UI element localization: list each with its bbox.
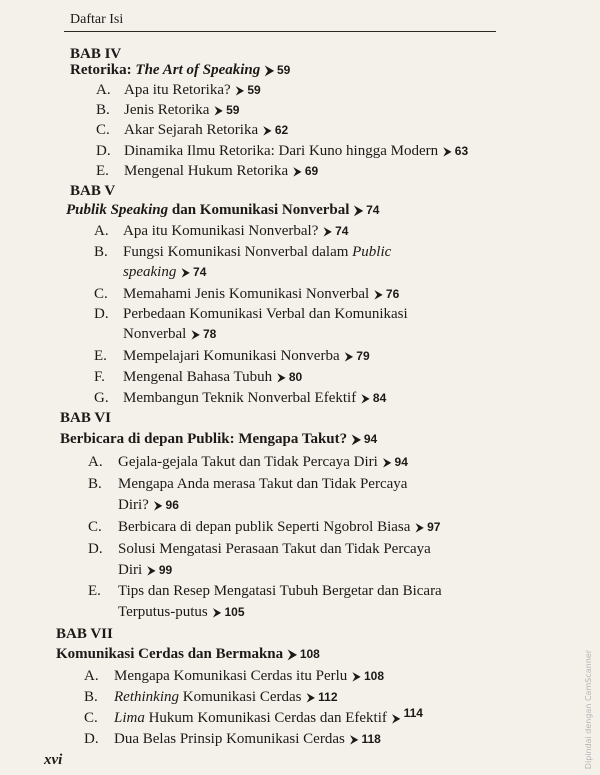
item-letter: B. bbox=[88, 476, 102, 492]
toc-entry: Memahami Jenis Komunikasi Nonverbal ⮞ 76 bbox=[123, 286, 400, 302]
arrow-icon: ⮞ bbox=[288, 647, 297, 661]
item-letter: A. bbox=[88, 454, 103, 470]
page-number: 97 bbox=[427, 520, 441, 534]
toc-entry: Solusi Mengatasi Perasaan Takut dan Tidak Percaya bbox=[118, 541, 431, 557]
arrow-icon: ⮞ bbox=[153, 498, 163, 512]
item-letter: A. bbox=[84, 668, 99, 684]
arrow-icon: ⮞ bbox=[263, 123, 272, 137]
toc-entry: Mengapa Anda merasa Takut dan Tidak Percaya bbox=[118, 476, 408, 492]
arrow-icon: ⮞ bbox=[352, 669, 361, 683]
arrow-icon: ⮞ bbox=[147, 563, 156, 577]
toc-entry: Lima Hukum Komunikasi Cerdas dan Efektif ⮞ $^{114}$ bbox=[114, 706, 423, 726]
page-number: 108 bbox=[363, 669, 385, 683]
page-number: 59 bbox=[226, 103, 240, 117]
toc-entry: Akar Sejarah Retorika ⮞ 62 bbox=[124, 122, 289, 138]
header-rule bbox=[64, 31, 496, 32]
item-letter: C. bbox=[88, 519, 102, 535]
page-number: 94 bbox=[363, 432, 378, 446]
arrow-icon: ⮞ bbox=[415, 520, 425, 534]
toc-entry: Mengenal Bahasa Tubuh ⮞ 80 bbox=[123, 369, 303, 385]
toc-entry: Mengenal Hukum Retorika ⮞ 69 bbox=[124, 163, 319, 179]
arrow-icon: ⮞ bbox=[382, 455, 392, 469]
item-letter: D. bbox=[84, 731, 99, 747]
chapter-title-bab-vii: Komunikasi Cerdas dan Bermakna ⮞ 108 bbox=[56, 646, 320, 662]
page-number: 94 bbox=[394, 455, 408, 469]
arrow-icon: ⮞ bbox=[277, 370, 286, 384]
page-footer-number: xvi bbox=[44, 752, 63, 768]
item-letter: F. bbox=[94, 369, 105, 385]
page-number: 59 bbox=[247, 83, 261, 97]
item-letter: C. bbox=[84, 710, 98, 726]
arrow-icon: ⮞ bbox=[235, 83, 245, 97]
chapter-title-bab-v: Publik Speaking dan Komunikasi Nonverbal ⮞ 74 bbox=[66, 202, 380, 218]
page-number: 69 bbox=[304, 164, 319, 178]
page-number: 76 bbox=[385, 287, 400, 301]
chapter-label-bab-v: BAB V bbox=[70, 183, 116, 199]
chapter-label-bab-vi: BAB VI bbox=[60, 410, 111, 426]
item-letter: B. bbox=[84, 689, 98, 705]
chapter-label-bab-vii: BAB VII bbox=[56, 626, 113, 642]
item-letter: C. bbox=[94, 286, 108, 302]
toc-entry: Berbicara di depan publik Seperti Ngobrol Biasa ⮞ 97 bbox=[118, 519, 441, 535]
page-number: 74 bbox=[335, 224, 349, 238]
item-letter: G. bbox=[94, 390, 109, 406]
item-letter: D. bbox=[94, 306, 109, 322]
chapter-title-bab-iv: Retorika: The Art of Speaking ⮞ 59 bbox=[70, 62, 291, 78]
toc-entry: Dinamika Ilmu Retorika: Dari Kuno hingga Modern ⮞ 63 bbox=[124, 143, 469, 159]
toc-entry: Jenis Retorika ⮞ 59 bbox=[124, 102, 240, 118]
page-number: 74 bbox=[193, 265, 207, 279]
toc-entry: Tips dan Resep Mengatasi Tubuh Bergetar dan Bicara bbox=[118, 583, 442, 599]
page-number: 59 bbox=[276, 63, 291, 77]
page-number: 62 bbox=[274, 123, 289, 137]
toc-entry: Mempelajari Komunikasi Nonverba ⮞ 79 bbox=[123, 348, 370, 364]
arrow-icon: ⮞ bbox=[344, 349, 354, 363]
item-letter: C. bbox=[96, 122, 110, 138]
toc-entry-continued: Nonverbal ⮞ 78 bbox=[123, 326, 217, 342]
toc-entry: Fungsi Komunikasi Nonverbal dalam Public bbox=[123, 244, 392, 260]
toc-entry: Rethinking Komunikasi Cerdas ⮞ 112 bbox=[114, 689, 338, 705]
chapter-label-bab-iv: BAB IV bbox=[70, 46, 122, 62]
page-number: 79 bbox=[356, 349, 370, 363]
item-letter: E. bbox=[94, 348, 107, 364]
item-letter: A. bbox=[94, 223, 109, 239]
page-number: 78 bbox=[203, 327, 217, 341]
arrow-icon: ⮞ bbox=[352, 432, 361, 446]
toc-entry: Apa itu Retorika? ⮞ 59 bbox=[124, 82, 261, 98]
arrow-icon: ⮞ bbox=[323, 224, 333, 238]
arrow-icon: ⮞ bbox=[354, 203, 364, 217]
page-number: 63 bbox=[454, 144, 469, 158]
item-letter: B. bbox=[94, 244, 108, 260]
toc-entry-continued: speaking ⮞ 74 bbox=[123, 264, 207, 280]
arrow-icon: ⮞ bbox=[212, 605, 222, 619]
arrow-icon: ⮞ bbox=[374, 287, 383, 301]
toc-entry-continued: Diri ⮞ 99 bbox=[118, 562, 173, 578]
toc-entry: Apa itu Komunikasi Nonverbal? ⮞ 74 bbox=[123, 223, 349, 239]
toc-entry-continued: Diri? ⮞ 96 bbox=[118, 497, 179, 513]
page-number: 108 bbox=[299, 647, 320, 661]
arrow-icon: ⮞ bbox=[181, 265, 191, 279]
page-number: 114 bbox=[403, 706, 423, 720]
running-header: Daftar Isi bbox=[70, 12, 124, 27]
page-number: 80 bbox=[288, 370, 303, 384]
arrow-icon: ⮞ bbox=[361, 391, 370, 405]
page-number: 112 bbox=[318, 690, 338, 704]
arrow-icon: ⮞ bbox=[306, 690, 316, 704]
page-number: 118 bbox=[361, 732, 381, 746]
toc-entry: Membangun Teknik Nonverbal Efektif ⮞ 84 bbox=[123, 390, 387, 406]
toc-entry: Perbedaan Komunikasi Verbal dan Komunikasi bbox=[123, 306, 408, 322]
toc-entry: Mengapa Komunikasi Cerdas itu Perlu ⮞ 108 bbox=[114, 668, 385, 684]
item-letter: E. bbox=[96, 163, 109, 179]
arrow-icon: ⮞ bbox=[265, 63, 274, 77]
item-letter: D. bbox=[88, 541, 103, 557]
item-letter: E. bbox=[88, 583, 101, 599]
page-number: 84 bbox=[372, 391, 387, 405]
item-letter: B. bbox=[96, 102, 110, 118]
item-letter: D. bbox=[96, 143, 111, 159]
page-number: 96 bbox=[165, 498, 179, 512]
toc-entry: Gejala-gejala Takut dan Tidak Percaya Diri ⮞ 94 bbox=[118, 454, 408, 470]
page-number: 74 bbox=[366, 203, 380, 217]
arrow-icon: ⮞ bbox=[191, 327, 200, 341]
page-number: 99 bbox=[158, 563, 173, 577]
toc-entry: Dua Belas Prinsip Komunikasi Cerdas ⮞ 118 bbox=[114, 731, 381, 747]
page-number: 105 bbox=[224, 605, 245, 619]
item-letter: A. bbox=[96, 82, 111, 98]
arrow-icon: ⮞ bbox=[349, 732, 359, 746]
scanner-watermark: Dipindai dengan CamScanner bbox=[584, 650, 593, 770]
arrow-icon: ⮞ bbox=[391, 711, 401, 725]
arrow-icon: ⮞ bbox=[214, 103, 224, 117]
arrow-icon: ⮞ bbox=[293, 164, 302, 178]
chapter-title-bab-vi: Berbicara di depan Publik: Mengapa Takut? ⮞ 94 bbox=[60, 431, 378, 447]
arrow-icon: ⮞ bbox=[443, 144, 452, 158]
toc-entry-continued: Terputus-putus ⮞ 105 bbox=[118, 604, 245, 620]
